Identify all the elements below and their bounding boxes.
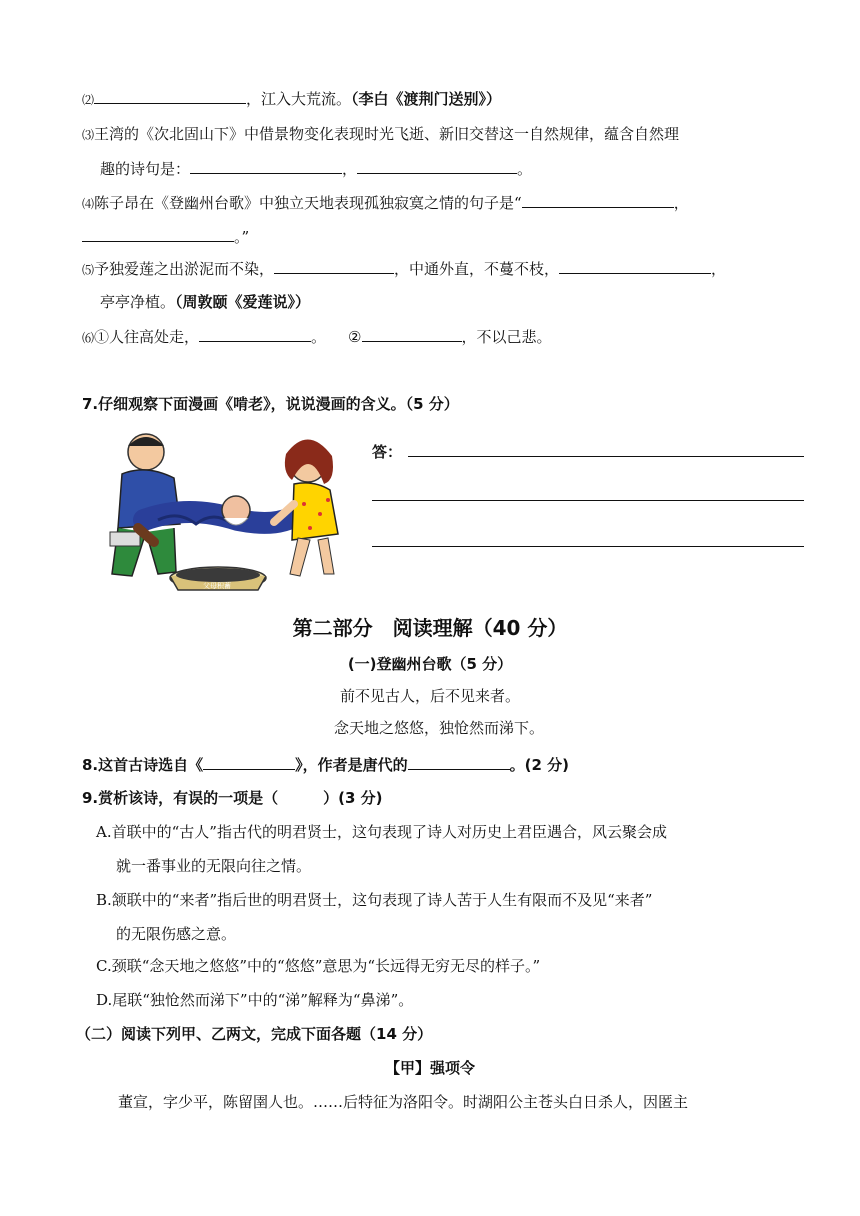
item-number: ⑸	[82, 263, 95, 277]
source-citation: （周敦颐《爱莲说》）	[175, 293, 311, 311]
q9-option-a-line2: 就一番事业的无限向往之情。	[116, 857, 312, 875]
q9-option-b-line1: B.颔联中的“来者”指后世的明君贤士，这句表现了诗人苦于人生有限而不及见“来者”	[96, 891, 653, 909]
answer-label: 答：	[372, 443, 403, 461]
fill-blank[interactable]	[559, 258, 711, 274]
q9-option-a-line1: A.首联中的“古人”指古代的明君贤士，这句表现了诗人对历史上君臣遇合，风云聚会成	[96, 823, 667, 841]
item-number: ⑹	[82, 331, 95, 345]
answer-line-1[interactable]	[408, 456, 804, 457]
item-number: ⑷	[82, 197, 95, 211]
fill-blank[interactable]	[82, 226, 234, 242]
q6-item6: ⑹①人往高处走， 。 ② ，不以己悲。	[82, 328, 552, 346]
item-number: ⑵	[82, 93, 95, 107]
text1-line1: 董宣，字少平，陈留圉人也。……后特征为洛阳令。时湖阳公主苍头白日杀人，因匿主	[118, 1093, 689, 1111]
part2-heading: 第二部分 阅读理解（40 分）	[292, 616, 568, 640]
q6-item5-line2: 亭亭净植。（周敦颐《爱莲说》）	[100, 293, 311, 311]
poem-line-1: 前不见古人，后不见来者。	[339, 687, 520, 705]
fill-blank[interactable]	[408, 754, 510, 770]
q6-item3-line1: ⑶王湾的《次北固山下》中借景物变化表现时光飞逝、新旧交替这一自然规律，蕴含自然理	[82, 125, 680, 143]
q9-option-c: C.颈联“念天地之悠悠”中的“悠悠”意思为“长远得无穷无尽的样子。”	[96, 957, 541, 975]
cartoon-illustration	[88, 424, 358, 596]
answer-line-3[interactable]	[372, 546, 804, 547]
fill-blank[interactable]	[203, 754, 295, 770]
q6-item2: ⑵ ，江入大荒流。（李白《渡荆门送别》）	[82, 90, 502, 108]
fill-blank[interactable]	[274, 258, 394, 274]
poem-line-2: 念天地之悠悠，独怆然而涕下。	[333, 719, 544, 737]
fill-blank[interactable]	[357, 158, 517, 174]
section2-title: （二）阅读下列甲、乙两文，完成下面各题（14 分）	[76, 1025, 433, 1043]
fill-blank[interactable]	[94, 88, 246, 104]
answer-line-2[interactable]	[372, 500, 804, 501]
jia-title: 【甲】强项令	[384, 1059, 475, 1077]
fill-blank[interactable]	[362, 326, 462, 342]
source-citation: （李白《渡荆门送别》）	[351, 90, 502, 108]
q9-title: 9.赏析该诗，有误的一项是（ ）(3 分)	[82, 789, 383, 807]
basin-label: 父母积蓄	[203, 582, 231, 590]
q6-item4-line2: 。”	[82, 226, 249, 247]
section1-title: (一)登幽州台歌（5 分）	[347, 655, 513, 673]
q8: 8.这首古诗选自《 》，作者是唐代的 。(2 分)	[82, 756, 570, 774]
item-number: ⑶	[82, 128, 95, 142]
q9-option-d: D.尾联“独怆然而涕下”中的“涕”解释为“鼻涕”。	[96, 991, 414, 1009]
q6-item3-line2: 趣的诗句是： ， 。	[100, 160, 533, 178]
q9-option-b-line2: 的无限伤感之意。	[116, 925, 237, 943]
fill-blank[interactable]	[199, 326, 311, 342]
q6-item4-line1: ⑷陈子昂在《登幽州台歌》中独立天地表现孤独寂寞之情的句子是“ ，	[82, 194, 689, 212]
fill-blank[interactable]	[522, 192, 674, 208]
fill-blank[interactable]	[190, 158, 342, 174]
q6-item5-line1: ⑸予独爱莲之出淤泥而不染， ，中通外直，不蔓不枝， ，	[82, 260, 727, 278]
q7-title: 7.仔细观察下面漫画《啃老》，说说漫画的含义。（5 分）	[82, 395, 459, 413]
